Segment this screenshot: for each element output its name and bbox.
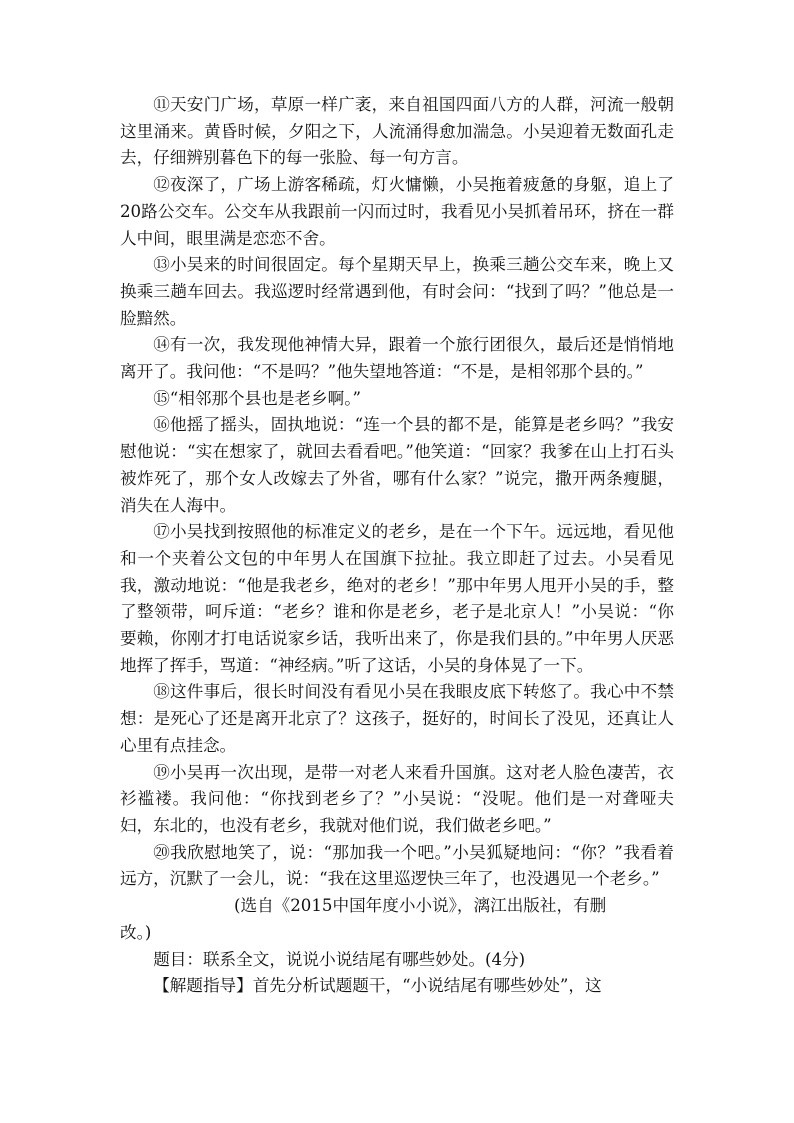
source-citation	[120, 893, 674, 946]
paragraph-14: ⑭有一次，我发现他神情大异，跟着一个旅行团很久，最后还是悄悄地离开了。我问他：“不是吗？”他失望地答道：“不是，是相邻那个县的。”	[120, 335, 674, 382]
question: 题目：联系全文，说说小说结尾有哪些妙处。(4分)	[153, 949, 526, 969]
paragraph-19: ⑲小吴再一次出现，是带一对老人来看升国旗。这对老人脸色凄苦，衣衫褴褛。我问他：“你找到老乡了？”小吴说：“没呢。他们是一对聋哑夫妇，东北的，也没有老乡，我就对他们说，我们做老乡吧。”	[120, 762, 674, 835]
document-body	[120, 92, 674, 1000]
paragraph-13: ⑬小吴来的时间很固定。每个星期天早上，换乘三趟公交车来，晚上又换乘三趟车回去。我巡逻时经常遇到他，有时会问：“找到了吗？”他总是一脸黯然。	[120, 255, 674, 328]
source-citation-line1: (选自《2015中国年度小小说》，漓江出版社，有删	[234, 896, 607, 916]
paragraph-16: ⑯他摇了摇头，固执地说：“连一个县的都不是，能算是老乡吗？”我安慰他说：“实在想家了，就回去看看吧。”他笑道：“回家？我爹在山上打石头被炸死了，那个女人改嫁去了外省，哪有什么家？”说完，撒开两条瘦腿，消失在人海中。	[120, 415, 674, 515]
paragraph-18: ⑱这件事后，很长时间没有看见小吴在我眼皮底下转悠了。我心中不禁想：是死心了还是离开北京了？这孩子，挺好的，时间长了没见，还真让人心里有点挂念。	[120, 682, 674, 755]
solution-guide: 【解题指导】首先分析试题题干，“小说结尾有哪些妙处”，这	[153, 976, 602, 996]
paragraph-17: ⑰小吴找到按照他的标准定义的老乡，是在一个下午。远远地，看见他和一个夹着公文包的中年男人在国旗下拉扯。我立即赶了过去。小吴看见我，激动地说：“他是我老乡，绝对的老乡！”那中年男人甩开小吴的手，整了整领带，呵斥道：“老乡？谁和你是老乡，老子是北京人！”小吴说：“你要赖，你刚才打电话说家乡话，我听出来了，你是我们县的。”中年男人厌恶地挥了挥手，骂道：“神经病。”听了这话，小吴的身体晃了一下。	[120, 522, 674, 675]
paragraph-11: ⑪天安门广场，草原一样广袤，来自祖国四面八方的人群，河流一般朝这里涌来。黄昏时候，夕阳之下，人流涌得愈加湍急。小吴迎着无数面孔走去，仔细辨别暮色下的每一张脸、每一句方言。	[120, 95, 674, 168]
paragraph-15: ⑮“相邻那个县也是老乡啊。”	[153, 388, 361, 408]
paragraph-20: ⑳我欣慰地笑了，说：“那加我一个吧。”小吴狐疑地问：“你？”我看着远方，沉默了一会儿，说：“我在这里巡逻快三年了，也没遇见一个老乡。”	[120, 842, 674, 889]
source-citation-line2: 改。)	[120, 922, 152, 942]
paragraph-12: ⑫夜深了，广场上游客稀疏，灯火慵懒，小吴拖着疲惫的身躯，追上了20路公交车。公交车从我跟前一闪而过时，我看见小吴抓着吊环，挤在一群人中间，眼里满是恋恋不舍。	[120, 175, 674, 248]
